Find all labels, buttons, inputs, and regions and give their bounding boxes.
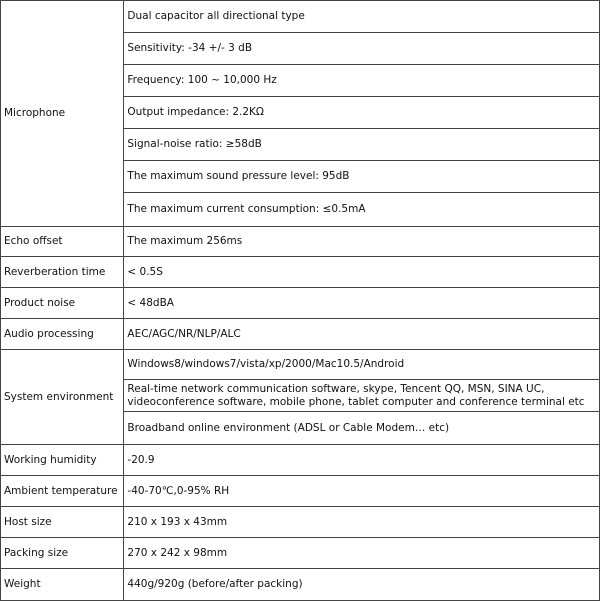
table-row bbox=[1, 538, 600, 569]
spec-label-host-size: Host size bbox=[1, 507, 124, 538]
spec-value-mic-frequency: Frequency: 100 ~ 10,000 Hz bbox=[124, 65, 600, 97]
spec-value-mic-impedance: Output impedance: 2.2KΩ bbox=[124, 97, 600, 129]
spec-value-reverberation-time: < 0.5S bbox=[124, 257, 600, 288]
table-row bbox=[1, 1, 600, 33]
spec-value-os: Windows8/windows7/vista/xp/2000/Mac10.5/Android bbox=[124, 350, 600, 380]
spec-value-audio-processing: AEC/AGC/NR/NLP/ALC bbox=[124, 319, 600, 350]
spec-value-network: Broadband online environment (ADSL or Cable Modem… etc) bbox=[124, 412, 600, 445]
table-row bbox=[1, 569, 600, 601]
table-row bbox=[1, 507, 600, 538]
spec-value-ambient-temperature: -40-70℃,0-95% RH bbox=[124, 476, 600, 507]
spec-value-packing-size: 270 x 242 x 98mm bbox=[124, 538, 600, 569]
table-row bbox=[1, 350, 600, 380]
spec-value-software: Real-time network communication software, skype, Tencent QQ, MSN, SINA UC, videoconference software, mobile phone, tablet computer and conference terminal etc bbox=[124, 380, 600, 412]
table-row bbox=[1, 227, 600, 257]
spec-label-echo-offset: Echo offset bbox=[1, 227, 124, 257]
spec-value-mic-type: Dual capacitor all directional type bbox=[124, 1, 600, 33]
spec-value-mic-current: The maximum current consumption: ≤0.5mA bbox=[124, 193, 600, 227]
spec-label-microphone: Microphone bbox=[1, 1, 124, 227]
spec-value-weight: 440g/920g (before/after packing) bbox=[124, 569, 600, 601]
spec-label-system-environment: System environment bbox=[1, 350, 124, 445]
table-row bbox=[1, 319, 600, 350]
spec-value-mic-snr: Signal-noise ratio: ≥58dB bbox=[124, 129, 600, 161]
table-row bbox=[1, 445, 600, 476]
spec-value-echo-offset: The maximum 256ms bbox=[124, 227, 600, 257]
table-row bbox=[1, 476, 600, 507]
table-row bbox=[1, 257, 600, 288]
spec-value-working-humidity: -20.9 bbox=[124, 445, 600, 476]
spec-label-audio-processing: Audio processing bbox=[1, 319, 124, 350]
spec-value-host-size: 210 x 193 x 43mm bbox=[124, 507, 600, 538]
spec-value-product-noise: < 48dBA bbox=[124, 288, 600, 319]
spec-value-mic-sensitivity: Sensitivity: -34 +/- 3 dB bbox=[124, 33, 600, 65]
spec-label-weight: Weight bbox=[1, 569, 124, 601]
spec-label-reverberation-time: Reverberation time bbox=[1, 257, 124, 288]
spec-label-ambient-temperature: Ambient temperature bbox=[1, 476, 124, 507]
spec-label-product-noise: Product noise bbox=[1, 288, 124, 319]
table-row bbox=[1, 288, 600, 319]
spec-label-working-humidity: Working humidity bbox=[1, 445, 124, 476]
spec-label-packing-size: Packing size bbox=[1, 538, 124, 569]
spec-value-mic-spl: The maximum sound pressure level: 95dB bbox=[124, 161, 600, 193]
